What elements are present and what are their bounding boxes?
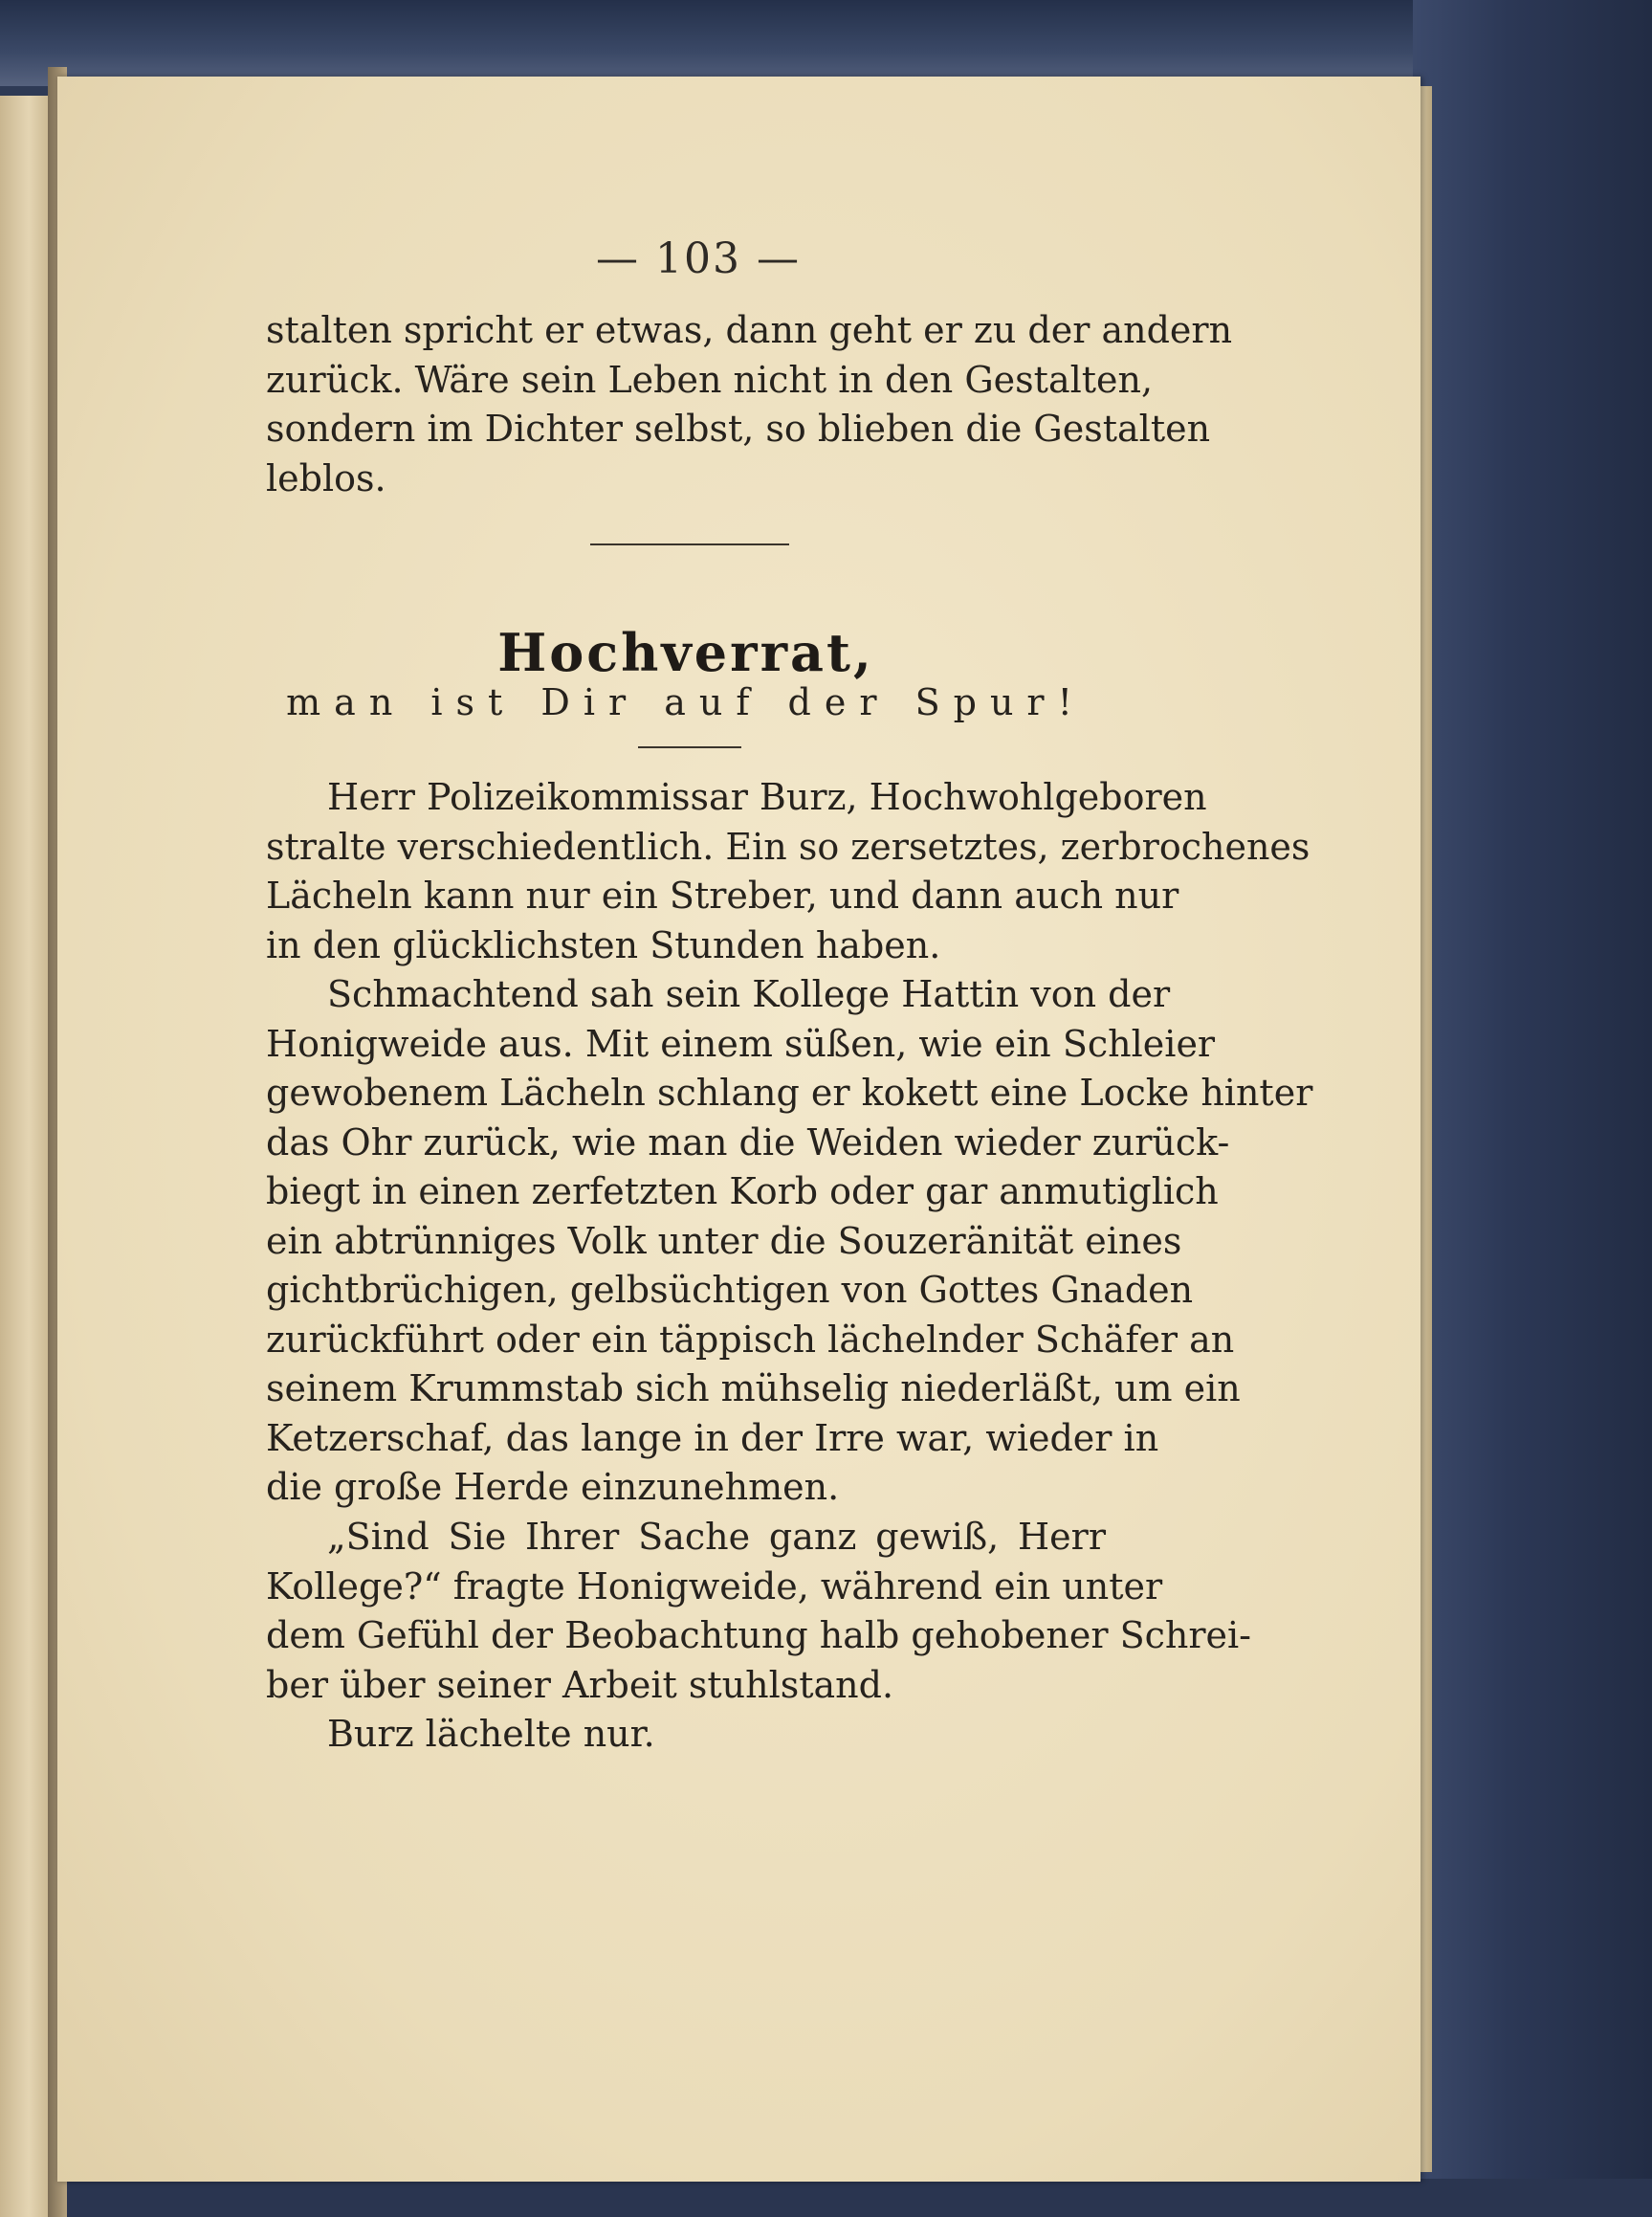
text-line: biegt in einen zerfetzten Korb oder gar anmutiglich xyxy=(266,1170,1219,1212)
book-cover-right xyxy=(1413,0,1652,2217)
text-line: Ketzerschaf, das lange in der Irre war, wieder in xyxy=(266,1416,1159,1459)
text-line: Lächeln kann nur ein Streber, und dann auch nur xyxy=(266,875,1179,917)
section-subtitle: man ist Dir auf der Spur! xyxy=(286,681,1086,723)
text-line: seinem Krummstab sich mühselig niederläßt, um ein xyxy=(266,1367,1241,1409)
book-cover-bottom xyxy=(0,2179,1652,2217)
facing-page-edge xyxy=(0,96,48,2217)
text-line: gewobenem Lächeln schlang er kokett eine Locke hinter xyxy=(266,1072,1313,1114)
title-divider xyxy=(638,746,741,748)
text-line: das Ohr zurück, wie man die Weiden wieder zurück- xyxy=(266,1120,1230,1164)
page-number: — 103 — xyxy=(596,234,801,283)
text-line: Burz lächelte nur. xyxy=(327,1713,655,1755)
paragraph-2 xyxy=(266,970,1313,1513)
text-line: stralte verschiedentlich. Ein so zersetztes, zerbrochenes xyxy=(266,825,1311,868)
top-paragraph xyxy=(266,306,1233,503)
text-line: stalten spricht er etwas, dann geht er zu der andern xyxy=(266,309,1233,351)
book-cover-top xyxy=(0,0,1652,86)
text-line: Kollege?“ fragte Honigweide, während ein unter xyxy=(266,1564,1163,1607)
text-line: sondern im Dichter selbst, so blieben die Gestalten xyxy=(266,408,1211,450)
paragraph-1 xyxy=(266,773,1311,970)
text-line: Herr Polizeikommissar Burz, Hochwohlgeboren xyxy=(327,776,1207,818)
text-line: Schmachtend sah sein Kollege Hattin von der xyxy=(327,973,1171,1015)
text-line: ein abtrünniges Volk unter die Souzeränität eines xyxy=(266,1219,1182,1262)
section-title: Hochverrat, xyxy=(497,622,874,683)
text-line: die große Herde einzunehmen. xyxy=(266,1466,840,1508)
text-line: Honigweide aus. Mit einem süßen, wie ein Schleier xyxy=(266,1022,1216,1065)
paragraph-4 xyxy=(266,1710,1106,1760)
text-line: zurück. Wäre sein Leben nicht in den Gestalten, xyxy=(266,358,1154,401)
paragraph-3 xyxy=(266,1513,1252,1710)
text-line: dem Gefühl der Beobachtung halb gehobener Schrei- xyxy=(266,1614,1252,1656)
page-stack-edge xyxy=(1421,86,1432,2172)
text-line: in den glücklichsten Stunden haben. xyxy=(266,923,941,966)
text-line: gichtbrüchigen, gelbsüchtigen von Gottes Gnaden xyxy=(266,1269,1194,1311)
text-line: ber über seiner Arbeit stuhlstand. xyxy=(266,1663,894,1706)
text-line: zurückführt oder ein täppisch lächelnder Schäfer an xyxy=(266,1318,1235,1361)
text-line: leblos. xyxy=(266,456,386,499)
text-line: „Sind Sie Ihrer Sache ganz gewiß, Herr xyxy=(327,1516,1106,1558)
section-divider xyxy=(590,543,789,545)
